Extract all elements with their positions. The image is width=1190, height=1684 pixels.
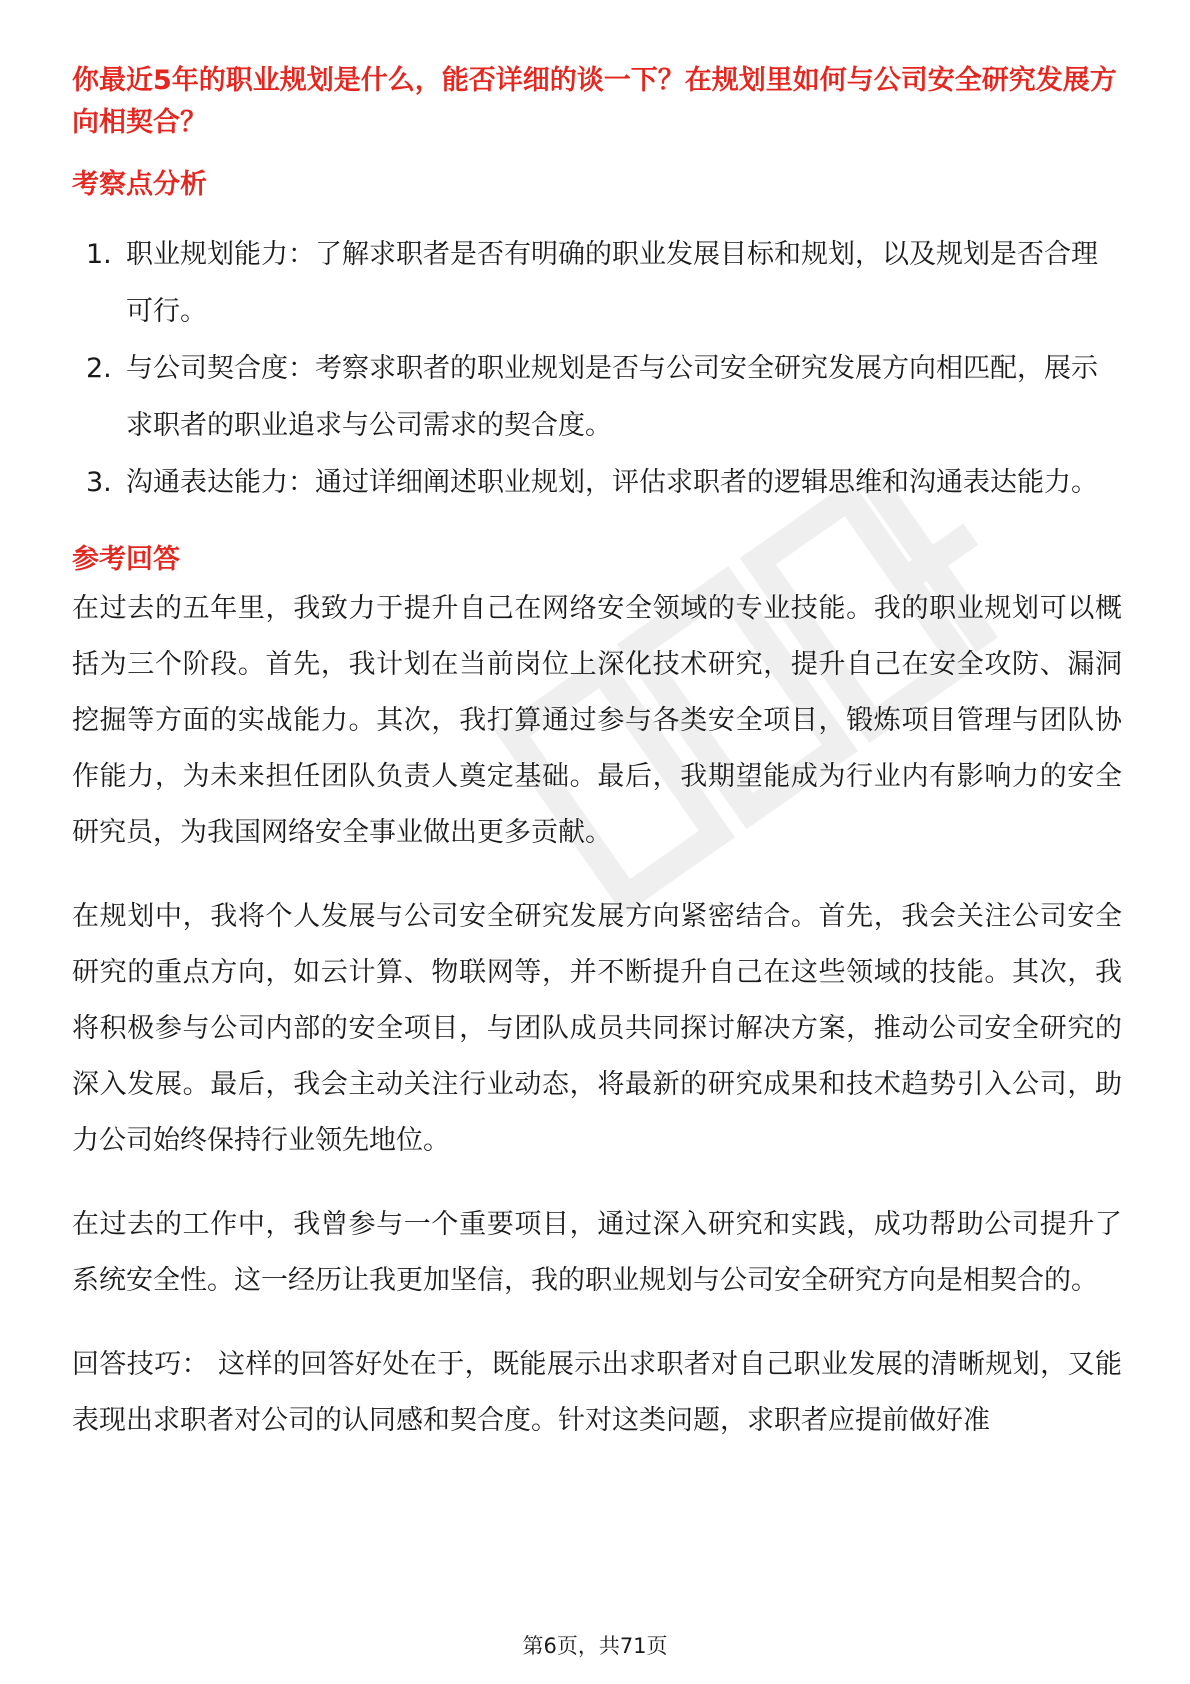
analysis-title: 考察点分析 bbox=[72, 169, 207, 200]
content-area bbox=[72, 60, 1122, 1449]
question-heading: 你最近5年的职业规划是什么，能否详细的谈一下？在规划里如何与公司安全研究发展方向相契合？ bbox=[72, 65, 1117, 138]
list-item bbox=[72, 226, 1122, 340]
answer-tips-paragraph: 回答技巧： 这样的回答好处在于，既能展示出求职者对自己职业发展的清晰规划，又能表现出求职者对公司的认同感和契合度。针对这类问题，求职者应提前做好准 bbox=[72, 1349, 1122, 1436]
list-item-number: 3. bbox=[86, 467, 112, 498]
list-item-text: 沟通表达能力：通过详细阐述职业规划，评估求职者的逻辑思维和沟通表达能力。 bbox=[126, 467, 1098, 498]
list-item-text: 与公司契合度：考察求职者的职业规划是否与公司安全研究发展方向相匹配，展示求职者的职业追求与公司需求的契合度。 bbox=[126, 353, 1098, 441]
page-number: 第6页，共71页 bbox=[522, 1634, 668, 1658]
analysis-list bbox=[72, 226, 1122, 511]
list-item-number: 2. bbox=[86, 353, 112, 384]
answer-paragraph: 在过去的五年里，我致力于提升自己在网络安全领域的专业技能。我的职业规划可以概括为三个阶段。首先，我计划在当前岗位上深化技术研究，提升自己在安全攻防、漏洞挖掘等方面的实战能力。其次，我打算通过参与各类安全项目，锻炼项目管理与团队协作能力，为未来担任团队负责人奠定基础。最后，我期望能成为行业内有影响力的安全研究员，为我国网络安全事业做出更多贡献。 bbox=[72, 593, 1122, 848]
list-item-number: 1. bbox=[86, 239, 112, 270]
list-item bbox=[72, 454, 1122, 511]
answer-title: 参考回答 bbox=[72, 544, 180, 575]
list-item-text: 职业规划能力：了解求职者是否有明确的职业发展目标和规划，以及规划是否合理可行。 bbox=[126, 239, 1098, 327]
answer-paragraph: 在过去的工作中，我曾参与一个重要项目，通过深入研究和实践，成功帮助公司提升了系统安全性。这一经历让我更加坚信，我的职业规划与公司安全研究方向是相契合的。 bbox=[72, 1209, 1122, 1296]
answer-paragraph: 在规划中，我将个人发展与公司安全研究发展方向紧密结合。首先，我会关注公司安全研究的重点方向，如云计算、物联网等，并不断提升自己在这些领域的技能。其次，我将积极参与公司内部的安全项目，与团队成员共同探讨解决方案，推动公司安全研究的深入发展。最后，我会主动关注行业动态，将最新的研究成果和技术趋势引入公司，助力公司始终保持行业领先地位。 bbox=[72, 901, 1122, 1156]
list-item bbox=[72, 340, 1122, 454]
